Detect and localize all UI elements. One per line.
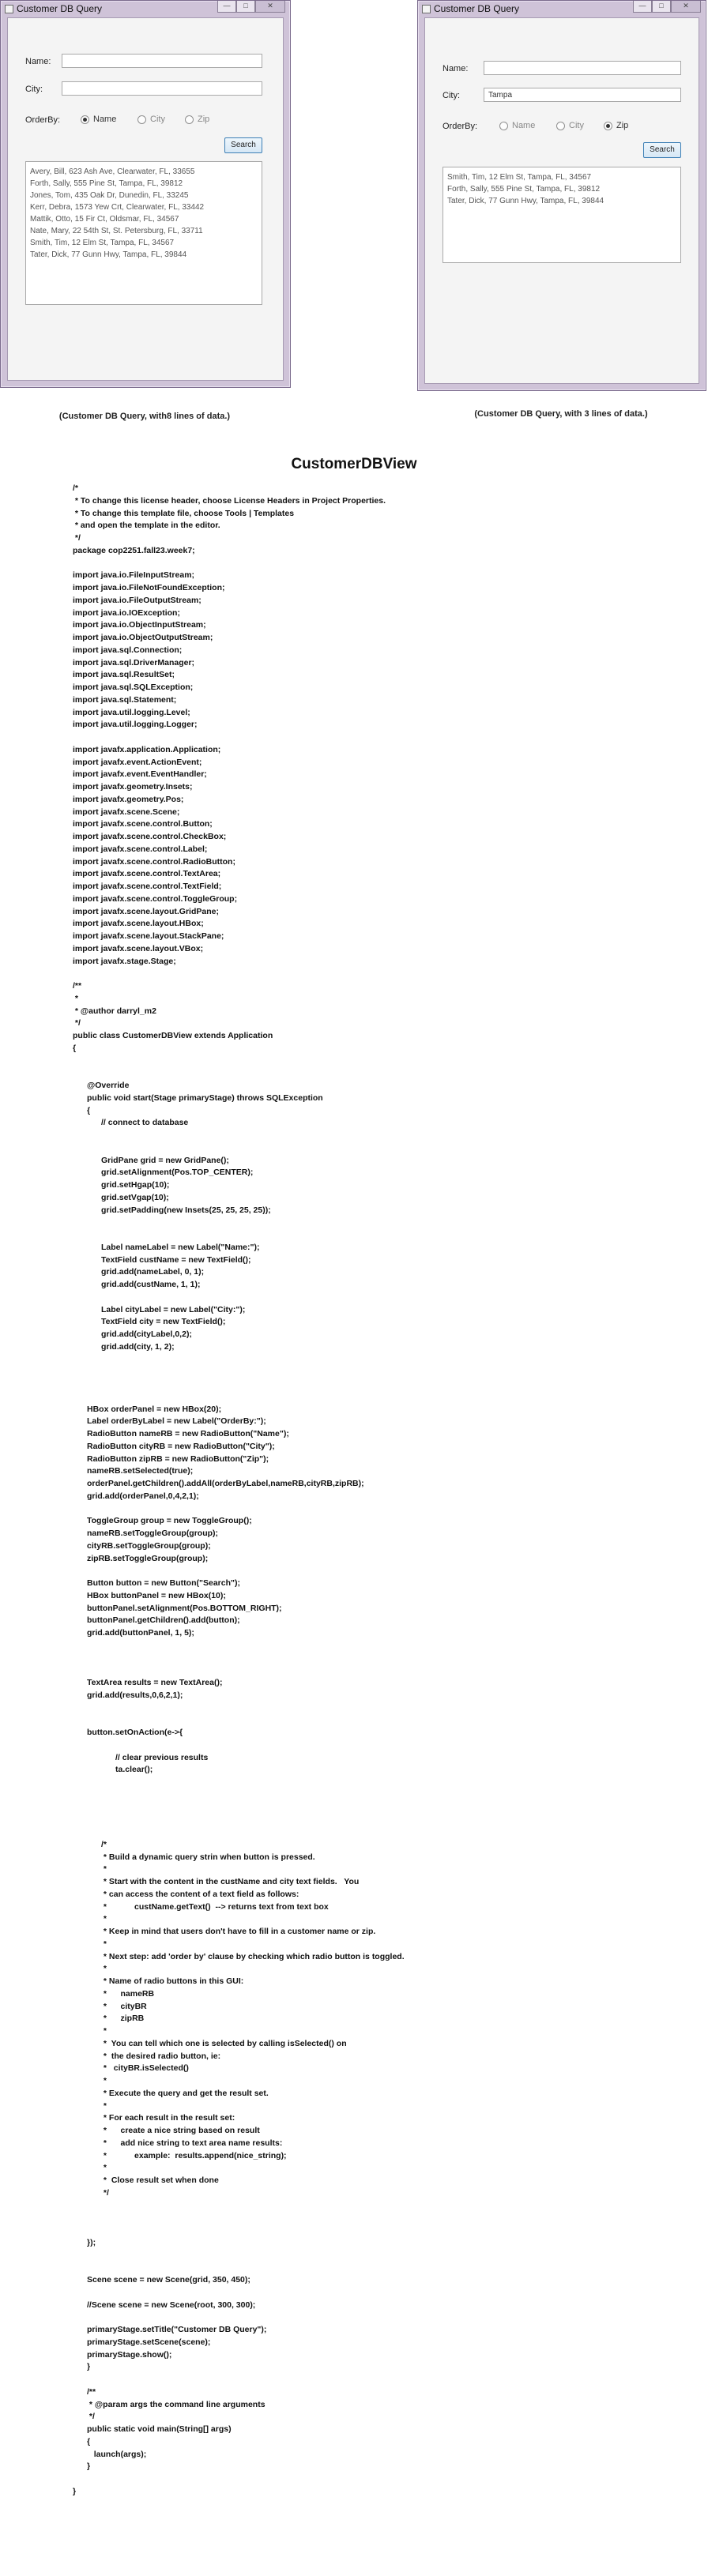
code-line: //Scene scene = new Scene(root, 300, 300);	[87, 2300, 256, 2310]
search-button[interactable]: Search	[643, 142, 681, 158]
code-line: {	[87, 2436, 91, 2446]
minimize-icon[interactable]: —	[633, 1, 652, 13]
code-line: zipRB.setToggleGroup(group);	[87, 1553, 209, 1563]
window-content	[7, 17, 284, 381]
code-line: buttonPanel.setAlignment(Pos.BOTTOM_RIGHT);	[87, 1603, 282, 1613]
caption-left: (Customer DB Query, with8 lines of data.)	[58, 412, 231, 421]
code-line: * Execute the query and get the result set.	[101, 2088, 269, 2098]
code-line: grid.add(orderPanel,0,4,2,1);	[87, 1491, 199, 1501]
code-line: import javafx.geometry.Insets;	[73, 782, 193, 792]
code-line: * and open the template in the editor.	[73, 521, 220, 531]
result-line: Tater, Dick, 77 Gunn Hwy, Tampa, FL, 39844	[447, 197, 604, 205]
code-line: * For each result in the result set:	[101, 2113, 235, 2123]
result-line: Jones, Tom, 435 Oak Dr, Dunedin, FL, 33245	[30, 191, 189, 200]
code-line: import java.io.FileInputStream;	[73, 570, 195, 581]
code-line: import javafx.scene.control.TextField;	[73, 882, 222, 891]
code-line: public class CustomerDBView extends Application	[73, 1031, 273, 1040]
code-line: nameRB.setToggleGroup(group);	[87, 1529, 219, 1538]
title-bar	[1, 1, 290, 17]
code-line: }	[87, 2461, 91, 2472]
radio-city[interactable]: City	[556, 121, 584, 130]
code-line: *	[101, 2076, 107, 2085]
code-line: // clear previous results	[115, 1752, 209, 1762]
caption-right: (Customer DB Query, with 3 lines of data.)	[474, 409, 648, 419]
code-line: @Override	[87, 1081, 130, 1090]
code-line: import java.io.FileNotFoundException;	[73, 583, 225, 592]
code-line: import javafx.scene.control.ToggleGroup;	[73, 893, 238, 904]
customer-db-window-1	[0, 0, 291, 388]
code-line: * the desired radio button, ie:	[101, 2051, 221, 2061]
code-line: import java.sql.Connection;	[73, 645, 183, 655]
name-label: Name:	[25, 57, 51, 66]
orderby-label: OrderBy:	[442, 122, 478, 131]
name-field[interactable]	[62, 54, 262, 68]
code-line: ToggleGroup group = new ToggleGroup();	[87, 1516, 252, 1526]
code-line: import javafx.geometry.Pos;	[73, 794, 184, 804]
code-line: public void start(Stage primaryStage) throws SQLException	[87, 1092, 323, 1103]
code-line: /*	[101, 1839, 107, 1849]
code-line: * can access the content of a text field as follows:	[101, 1889, 299, 1899]
code-line: /**	[73, 981, 82, 991]
radio-dot-icon	[499, 122, 508, 130]
code-line: *	[101, 1964, 107, 1974]
code-line: grid.add(buttonPanel, 1, 5);	[87, 1628, 194, 1638]
code-line: TextArea results = new TextArea();	[87, 1678, 223, 1687]
window-title: Customer DB Query	[434, 3, 520, 14]
radio-city[interactable]: City	[137, 115, 165, 124]
radio-dot-icon	[556, 122, 565, 130]
result-line: Mattik, Otto, 15 Fir Ct, Oldsmar, FL, 34567	[30, 215, 179, 224]
code-line: }	[87, 2362, 91, 2372]
close-icon[interactable]: ✕	[255, 1, 285, 13]
result-line: Kerr, Debra, 1573 Yew Crt, Clearwater, FL, 33442	[30, 203, 205, 212]
code-line: * Name of radio buttons in this GUI:	[101, 1976, 244, 1986]
code-line: TextField city = new TextField();	[101, 1317, 226, 1327]
code-line: import javafx.scene.layout.HBox;	[73, 919, 204, 929]
code-line: /**	[87, 2386, 96, 2397]
code-line: * create a nice string based on result	[101, 2126, 260, 2135]
code-line: import javafx.scene.control.RadioButton;	[73, 856, 235, 867]
code-line: // connect to database	[101, 1118, 189, 1128]
code-line: GridPane grid = new GridPane();	[101, 1155, 229, 1165]
radio-dot-icon	[137, 115, 146, 124]
code-line: import java.util.logging.Level;	[73, 707, 190, 717]
city-field[interactable]: Tampa	[484, 88, 681, 102]
code-line: RadioButton nameRB = new RadioButton("Name");	[87, 1429, 289, 1438]
code-line: import java.io.ObjectOutputStream;	[73, 633, 213, 642]
code-line: * zipRB	[101, 2014, 145, 2024]
code-line: primaryStage.setTitle("Customer DB Query");	[87, 2325, 267, 2334]
maximize-icon[interactable]: □	[236, 1, 255, 13]
result-line: Forth, Sally, 555 Pine St, Tampa, FL, 39812	[447, 185, 601, 194]
result-line: Forth, Sally, 555 Pine St, Tampa, FL, 39812	[30, 179, 183, 188]
code-line: * Build a dynamic query strin when button is pressed.	[101, 1852, 315, 1862]
code-line: import java.io.ObjectInputStream;	[73, 620, 206, 630]
result-line: Avery, Bill, 623 Ash Ave, Clearwater, FL, 33655	[30, 167, 195, 176]
code-line: import java.sql.SQLException;	[73, 683, 194, 692]
code-line: {	[73, 1043, 77, 1053]
code-line: *	[101, 2100, 107, 2111]
result-line: Tater, Dick, 77 Gunn Hwy, Tampa, FL, 39844	[30, 250, 187, 259]
radio-zip[interactable]: Zip	[604, 121, 628, 130]
code-line: grid.setAlignment(Pos.TOP_CENTER);	[101, 1168, 254, 1178]
code-line: RadioButton cityRB = new RadioButton("City");	[87, 1441, 275, 1451]
code-line: * Start with the content in the custName and city text fields. You	[101, 1877, 360, 1886]
results-textarea[interactable]	[25, 161, 262, 305]
code-line: *	[101, 1914, 107, 1924]
code-line: import javafx.scene.layout.StackPane;	[73, 931, 224, 941]
code-line: buttonPanel.getChildren().add(button);	[87, 1615, 240, 1626]
code-line: * @param args the command line arguments	[87, 2399, 266, 2409]
results-textarea[interactable]	[442, 167, 681, 263]
radio-zip[interactable]: Zip	[185, 115, 209, 124]
code-line: grid.setPadding(new Insets(25, 25, 25, 25));	[101, 1205, 271, 1215]
radio-dot-icon	[185, 115, 194, 124]
code-line: * You can tell which one is selected by calling isSelected() on	[101, 2038, 347, 2048]
code-line: * Next step: add 'order by' clause by checking which radio button is toggled.	[101, 1951, 405, 1961]
city-label: City:	[25, 85, 43, 94]
code-line: primaryStage.show();	[87, 2349, 172, 2360]
code-line: import javafx.scene.Scene;	[73, 807, 180, 817]
window-content	[424, 17, 699, 384]
code-line: Button button = new Button("Search");	[87, 1578, 240, 1588]
code-line: import java.io.IOException;	[73, 607, 180, 618]
code-line: * example: results.append(nice_string);	[101, 2150, 287, 2160]
code-line: grid.add(results,0,6,2,1);	[87, 1690, 183, 1700]
radio-name[interactable]: Name	[499, 121, 535, 130]
result-line: Nate, Mary, 22 54th St, St. Petersburg, FL, 33711	[30, 227, 203, 235]
radio-dot-selected-icon	[81, 115, 89, 124]
code-line: * @author darryl_m2	[73, 1006, 156, 1016]
code-line: HBox buttonPanel = new HBox(10);	[87, 1590, 226, 1600]
code-line: import javafx.scene.control.Button;	[73, 819, 213, 829]
code-line: cityRB.setToggleGroup(group);	[87, 1540, 211, 1551]
code-line: RadioButton zipRB = new RadioButton("Zip");	[87, 1453, 269, 1464]
code-line: import javafx.scene.layout.VBox;	[73, 943, 204, 953]
code-line: Label nameLabel = new Label("Name:");	[101, 1242, 260, 1252]
code-line: * To change this template file, choose Tools | Templates	[73, 508, 295, 518]
code-line: TextField custName = new TextField();	[101, 1254, 251, 1265]
code-line: launch(args);	[87, 2449, 147, 2459]
code-line: HBox orderPanel = new HBox(20);	[87, 1404, 222, 1414]
code-line: grid.add(nameLabel, 0, 1);	[101, 1267, 205, 1277]
code-line: import javafx.scene.layout.GridPane;	[73, 906, 219, 916]
code-line: grid.add(custName, 1, 1);	[101, 1280, 201, 1289]
code-line: import java.sql.ResultSet;	[73, 670, 175, 680]
code-line: grid.add(cityLabel,0,2);	[101, 1329, 192, 1339]
code-line: ta.clear();	[115, 1765, 153, 1775]
code-line: button.setOnAction(e->{	[87, 1728, 183, 1737]
city-label: City:	[442, 91, 460, 100]
code-line: });	[87, 2237, 96, 2247]
result-line: Smith, Tim, 12 Elm St, Tampa, FL, 34567	[30, 239, 175, 247]
code-line: */	[73, 1018, 81, 1029]
search-button[interactable]: Search	[224, 137, 262, 153]
code-line: * Keep in mind that users don't have to fill in a customer name or zip.	[101, 1927, 376, 1936]
code-line: Label cityLabel = new Label("City:");	[101, 1304, 246, 1314]
code-line: */	[87, 2412, 95, 2422]
doc-title: CustomerDBView	[291, 456, 417, 472]
code-line: nameRB.setSelected(true);	[87, 1466, 194, 1476]
code-line: import javafx.scene.control.CheckBox;	[73, 832, 227, 841]
code-line: import java.io.FileOutputStream;	[73, 595, 201, 605]
code-line: */	[101, 2187, 109, 2198]
radio-dot-selected-icon	[604, 122, 612, 130]
code-line: grid.setHgap(10);	[101, 1180, 170, 1190]
code-line: * cityBR	[101, 2001, 147, 2011]
code-line: * To change this license header, choose License Headers in Project Properties.	[73, 495, 386, 506]
code-line: *	[101, 1864, 107, 1875]
code-line: Scene scene = new Scene(grid, 350, 450);	[87, 2275, 250, 2285]
code-line: import javafx.event.ActionEvent;	[73, 757, 202, 767]
code-line: * custName.getText() --> returns text from text box	[101, 1901, 329, 1912]
code-line: import javafx.scene.control.Label;	[73, 844, 208, 854]
window-title: Customer DB Query	[17, 3, 103, 14]
app-icon	[5, 5, 13, 13]
code-line: import javafx.stage.Stage;	[73, 956, 176, 966]
close-icon[interactable]: ✕	[671, 1, 701, 13]
code-line: import javafx.scene.control.TextArea;	[73, 869, 221, 879]
code-line: orderPanel.getChildren().addAll(orderByLabel,nameRB,cityRB,zipRB);	[87, 1479, 364, 1488]
code-line: grid.setVgap(10);	[101, 1192, 169, 1202]
code-line: * add nice string to text area name results:	[101, 2138, 283, 2148]
code-line: package cop2251.fall23.week7;	[73, 545, 195, 555]
code-line: */	[73, 533, 81, 543]
code-line: {	[87, 1105, 91, 1115]
name-label: Name:	[442, 64, 469, 73]
code-line: /*	[73, 483, 79, 493]
code-line: * Close result set when done	[101, 2175, 219, 2185]
minimize-icon[interactable]: —	[217, 1, 236, 13]
code-line: import java.util.logging.Logger;	[73, 720, 198, 730]
result-line: Smith, Tim, 12 Elm St, Tampa, FL, 34567	[447, 173, 592, 182]
code-line: * cityBR.isSelected()	[101, 2063, 189, 2074]
code-line: *	[101, 2163, 107, 2173]
code-line: Label orderByLabel = new Label("OrderBy:");	[87, 1416, 266, 1427]
code-line: * nameRB	[101, 1988, 155, 1999]
window-controls	[217, 1, 285, 13]
code-line: primaryStage.setScene(scene);	[87, 2337, 211, 2347]
orderby-label: OrderBy:	[25, 115, 61, 125]
window-controls	[633, 1, 701, 13]
customer-db-window-2	[417, 0, 706, 391]
code-line: import javafx.application.Application;	[73, 744, 221, 754]
code-line: }	[73, 2486, 77, 2496]
code-line: grid.add(city, 1, 2);	[101, 1341, 175, 1352]
name-field[interactable]	[484, 61, 681, 75]
city-field[interactable]	[62, 81, 262, 96]
maximize-icon[interactable]: □	[652, 1, 671, 13]
code-line: *	[101, 2026, 107, 2036]
code-line: public static void main(String[] args)	[87, 2424, 232, 2434]
code-line: *	[73, 993, 79, 1003]
title-bar	[418, 1, 706, 17]
code-line: import java.sql.Statement;	[73, 694, 177, 705]
code-line: import javafx.event.EventHandler;	[73, 769, 207, 780]
code-line: *	[101, 1939, 107, 1949]
radio-name[interactable]: Name	[81, 115, 116, 124]
code-line: import java.sql.DriverManager;	[73, 657, 195, 668]
app-icon	[422, 5, 431, 13]
